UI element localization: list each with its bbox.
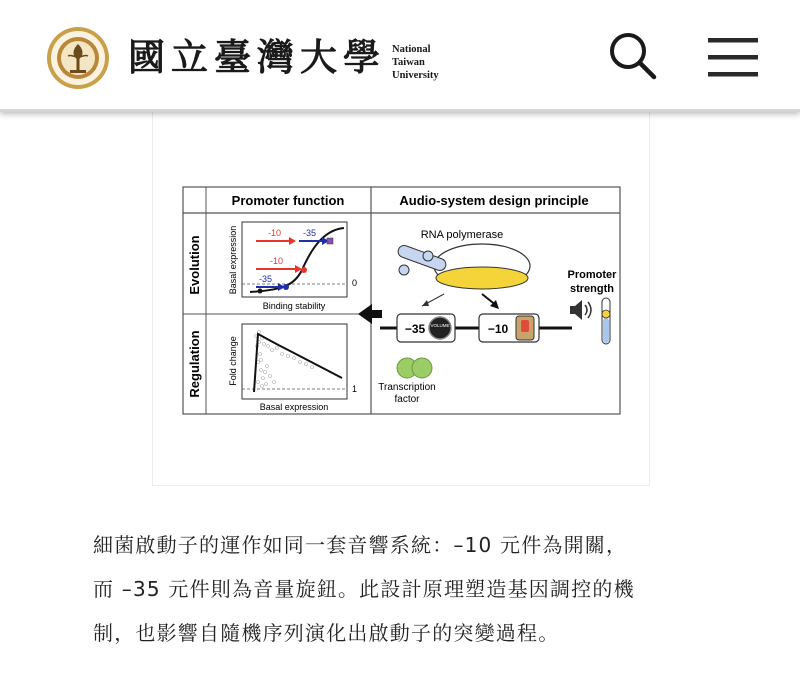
- minus35-label: −35: [404, 322, 426, 336]
- ylabel-fold-change: Fold change: [228, 336, 238, 386]
- row-header-evolution: Evolution: [187, 235, 202, 295]
- label-minus35: -35: [303, 228, 317, 238]
- label-minus10: -10: [268, 228, 282, 238]
- article-caption: [93, 523, 713, 655]
- xlabel-basal-expression: Basal expression: [259, 402, 329, 412]
- label-minus10: -10: [270, 256, 284, 266]
- label-minus35: -35: [259, 274, 273, 284]
- promoter-strength-label: strength: [570, 283, 614, 295]
- rna-polymerase-label: RNA polymerase: [420, 229, 504, 241]
- col-header-audio-principle: Audio-system design principle: [399, 193, 589, 208]
- logo-en-line: Taiwan: [392, 57, 425, 68]
- site-header: [0, 0, 800, 111]
- volume-knob-label: VOLUME: [430, 323, 450, 328]
- caption-line: 細菌啟動子的運作如同一套音響系統：–10 元件為開關，: [93, 533, 628, 557]
- transcription-factor-label: factor: [394, 394, 420, 405]
- volume-knob-icon: [429, 317, 451, 339]
- transcription-factor-label: Transcription: [378, 382, 436, 393]
- header-divider: [0, 109, 800, 112]
- regulation-plot: [228, 324, 357, 412]
- row-header-regulation: Regulation: [187, 330, 202, 398]
- xlabel-binding-stability: Binding stability: [262, 301, 326, 311]
- promoter-figure: [182, 186, 622, 416]
- caption-line: 制，也影響自隨機序列演化出啟動子的突變過程。: [93, 621, 560, 645]
- minus10-label: −10: [487, 322, 509, 336]
- university-name-english[interactable]: [392, 43, 439, 82]
- promoter-strength-label: Promoter: [567, 269, 617, 281]
- tick-one: 1: [352, 384, 358, 394]
- logo-en-line: University: [392, 70, 439, 81]
- tick-zero: 0: [352, 278, 358, 288]
- university-name-chinese[interactable]: 國立臺灣大學: [128, 35, 386, 79]
- ylabel-basal-expression: Basal expression: [228, 225, 238, 295]
- col-header-promoter-function: Promoter function: [231, 193, 345, 208]
- speaker-icon: [570, 306, 575, 314]
- logo-en-line: National: [392, 44, 431, 55]
- search-icon[interactable]: [604, 27, 660, 83]
- hamburger-menu-icon[interactable]: [706, 34, 762, 80]
- ntu-seal-logo[interactable]: [46, 26, 110, 90]
- caption-line: 而 –35 元件則為音量旋鈕。此設計原理塑造基因調控的機: [93, 577, 635, 601]
